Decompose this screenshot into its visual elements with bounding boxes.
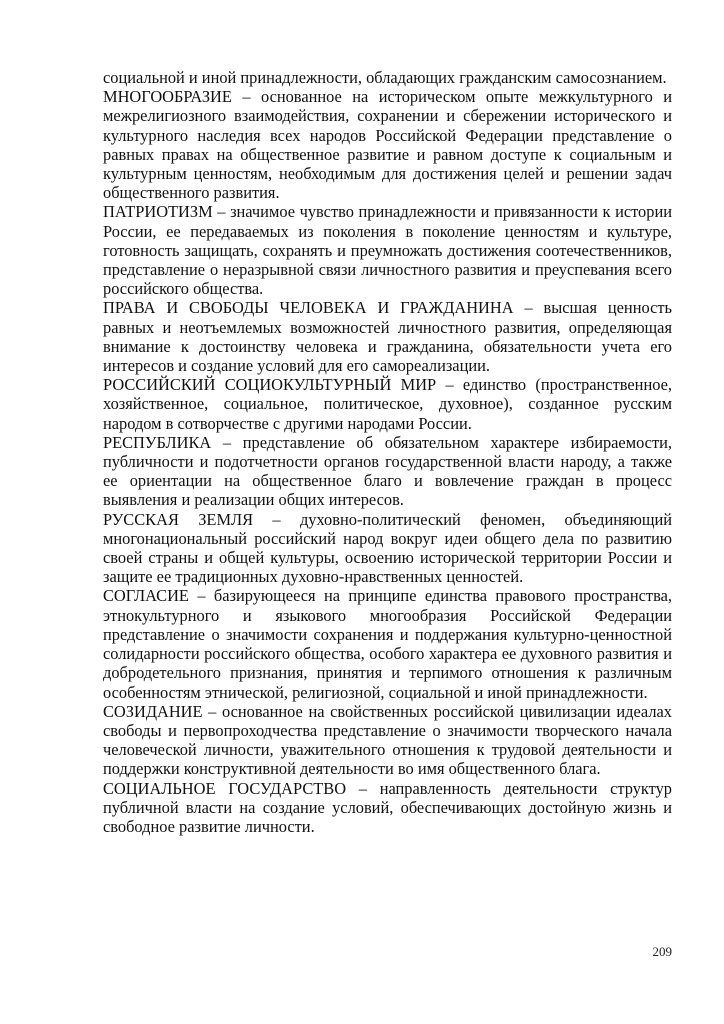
paragraph-socialnoe-gosudarstvo: СОЦИАЛЬНОЕ ГОСУДАРСТВО – направленность деятельности структур публичной власти на создание условий, обеспечивающих достойную жизнь и свободное развитие личности. bbox=[103, 778, 672, 836]
paragraph-sociokulturnyj-mir: РОССИЙСКИЙ СОЦИОКУЛЬТУРНЫЙ МИР – единство (пространственное, хозяйственное, социальное, политическое, духовное), созданное русским народом в сотворчестве с другими народами России. bbox=[103, 375, 672, 433]
body-text bbox=[103, 68, 672, 836]
paragraph-soglasie: СОГЛАСИЕ – базирующееся на принципе единства правового пространства, этнокультурного и языкового многообразия Российской Федерации представление о значимости сохранения и поддержания культурно-ценностной солидарности российского общества, особого характера ее духовного развития и добродетельного признания, принятия и терпимого отношения к различным особенностям этнической, религиозной, социальной и иной принадлежности. bbox=[103, 586, 672, 702]
paragraph-continuation: социальной и иной принадлежности, обладающих гражданским самосознанием. bbox=[103, 68, 667, 87]
paragraph-respublika: РЕСПУБЛИКА – представление об обязательном характере избираемости, публичности и подотчетности органов государственной власти народу, а также ее ориентации на общественное благо и вовлечение граждан в процесс выявления и реализации общих интересов. bbox=[103, 432, 672, 510]
page-number: 209 bbox=[652, 944, 672, 959]
paragraph-russkaya-zemlya: РУССКАЯ ЗЕМЛЯ – духовно-политический феномен, объединяющий многонациональный российский народ вокруг идеи общего дела по развитию своей страны и общей культуры, освоению исторической территории России и защите ее традиционных духовно-нравственных ценностей. bbox=[103, 509, 672, 587]
paragraph-mnogoobrazie: МНОГООБРАЗИЕ – основанное на историческом опыте межкультурного и межрелигиозного взаимодействия, сохранении и сбережении исторического и культурного наследия всех народов Российской Федерации представление о равных правах на общественное развитие и равном доступе к социальным и культурным ценностям, необходимым для достижения целей и решении задач общественного развития. bbox=[103, 87, 672, 203]
paragraph-patriotizm: ПАТРИОТИЗМ – значимое чувство принадлежности и привязанности к истории России, ее передаваемых из поколения в поколение ценностям и культуре, готовность защищать, сохранять и преумножать достижения соотечественников, представление о неразрывной связи личностного развития и преуспевания всего российского общества. bbox=[103, 202, 672, 299]
paragraph-sozidanie: СОЗИДАНИЕ – основанное на свойственных российской цивилизации идеалах свободы и первопроходчества представление о значимости творческого начала человеческой личности, уважительного отношения к трудовой деятельности и поддержки конструктивной деятельности во имя общественного блага. bbox=[103, 701, 672, 779]
paragraph-prava-i-svobody: ПРАВА И СВОБОДЫ ЧЕЛОВЕКА И ГРАЖДАНИНА – высшая ценность равных и неотъемлемых возможностей личностного развития, определяющая внимание к достоинству человека и гражданина, обязательности учета его интересов и создание условий для его самореализации. bbox=[103, 298, 672, 376]
